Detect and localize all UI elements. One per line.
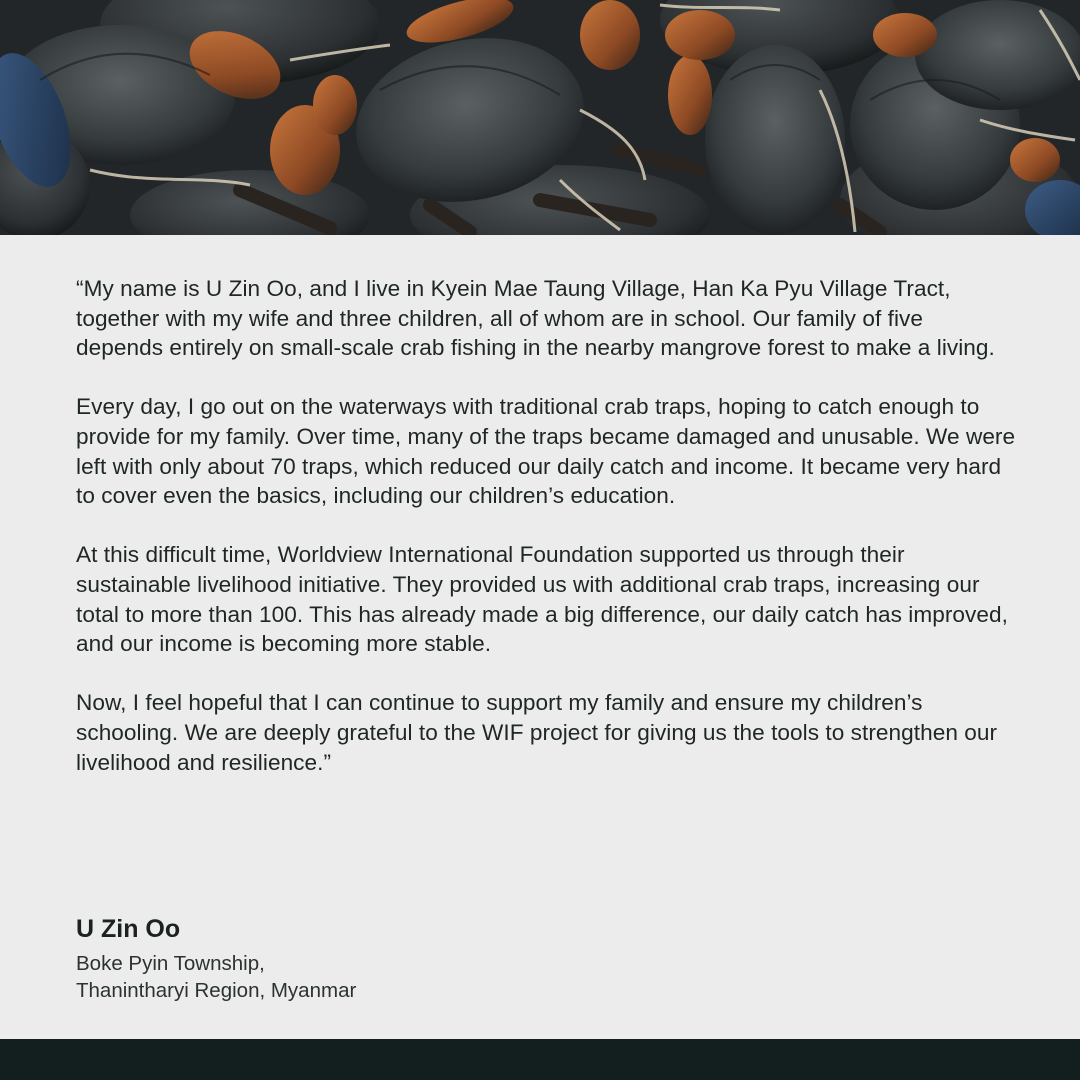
quote-paragraph-2: Every day, I go out on the waterways with traditional crab traps, hoping to catch enough to provide for my family. Over time, many of the traps became damaged and unusable. We were left with only about 70 traps, which reduced our daily catch and income. It became very hard to cover even the basics, including our children’s education. xyxy=(76,394,1016,509)
testimonial-quote xyxy=(76,274,1016,777)
attribution xyxy=(76,912,976,1004)
hero-photo xyxy=(0,0,1080,235)
speaker-location xyxy=(76,950,976,1004)
speaker-name: U Zin Oo xyxy=(76,915,181,943)
quote-paragraph-3: At this difficult time, Worldview International Foundation supported us through their sustainable livelihood initiative. They provided us with additional crab traps, increasing our total to more than 100. This has already made a big difference, our daily catch has improved, and our income is becoming more stable. xyxy=(76,542,1008,657)
quote-paragraph-1: “My name is U Zin Oo, and I live in Kyein Mae Taung Village, Han Ka Pyu Village Tract, together with my wife and three children, all of whom are in school. Our family of five depends entirely on small-scale crab fishing in the nearby mangrove forest to make a living. xyxy=(76,276,995,361)
location-line-1: Boke Pyin Township, xyxy=(76,952,265,975)
footer-bar xyxy=(0,1039,1080,1080)
location-line-2: Thanintharyi Region, Myanmar xyxy=(76,979,357,1002)
crab-pile-illustration xyxy=(0,0,1080,235)
quote-paragraph-4: Now, I feel hopeful that I can continue to support my family and ensure my children’s schooling. We are deeply grateful to the WIF project for giving us the tools to strengthen our livelihood and resilience.” xyxy=(76,690,998,775)
